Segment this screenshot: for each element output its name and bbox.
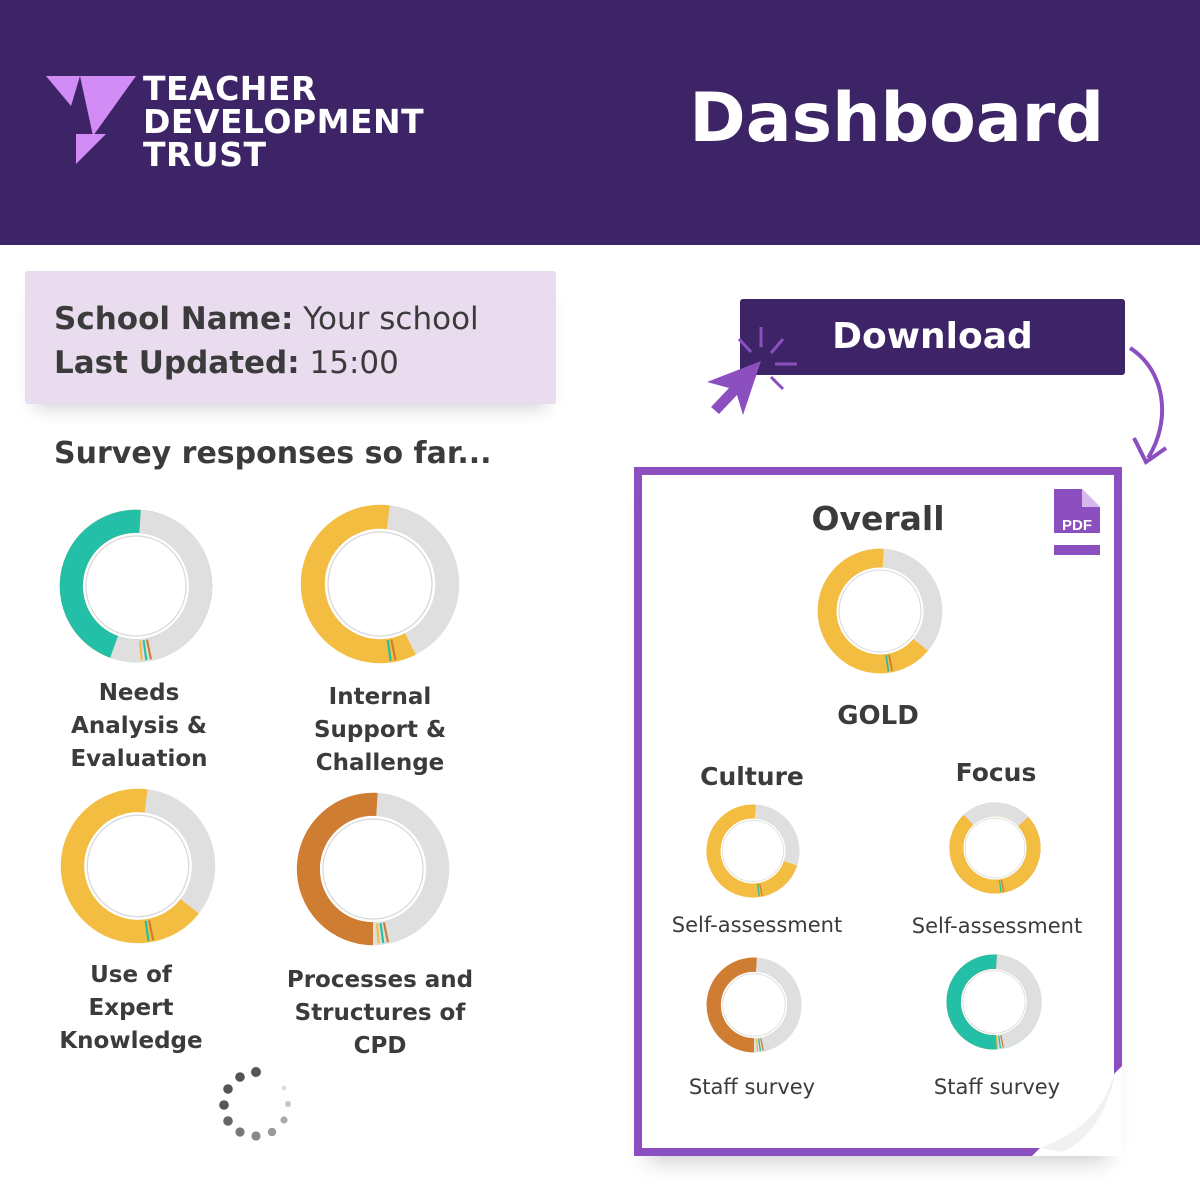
report-title: Overall: [811, 499, 945, 538]
caption-line: Support &: [313, 717, 447, 743]
pdf-icon: [1052, 489, 1102, 555]
focus-title: Focus: [955, 758, 1037, 787]
expert-tick: [142, 921, 144, 941]
expert-knowledge-donut: [60, 788, 216, 944]
culture-title: Culture: [700, 762, 804, 791]
expert-ring: [60, 788, 216, 944]
focus-self-ring: [949, 802, 1041, 894]
survey-heading: Survey responses so far...: [54, 436, 492, 471]
needs-analysis-caption: [39, 677, 239, 776]
logo-wordmark: [143, 69, 425, 174]
needs-ring: [59, 509, 213, 663]
culture-staff-segment-grey: [754, 965, 794, 1046]
caption-line: Challenge: [315, 750, 445, 776]
internal-segment-grey: [388, 517, 447, 644]
download-button-label: Download: [832, 316, 1033, 357]
focus-staff-inner-ring: [963, 971, 1025, 1033]
expert-segment-grey: [146, 801, 203, 906]
overall-donut: [817, 548, 943, 674]
curved-arrow-icon: [1120, 340, 1180, 470]
page-title: Dashboard: [689, 79, 1104, 158]
school-name-value: Your school: [303, 301, 479, 337]
internal-support-donut: [300, 504, 460, 664]
focus-self-assessment-caption: Self-assessment: [911, 914, 1083, 938]
processes-structures-caption: [270, 964, 490, 1063]
caption-line: Structures of: [294, 1000, 466, 1026]
last-updated-value: 15:00: [309, 345, 399, 381]
pdf-label: PDF: [1062, 517, 1092, 534]
processes-segment-grey: [373, 804, 438, 933]
last-updated-label: Last Updated:: [54, 345, 300, 381]
report-preview: [634, 467, 1122, 1156]
focus-staff-segment-grey: [997, 962, 1035, 1042]
overall-rating: GOLD: [837, 701, 919, 731]
expert-inner-ring: [87, 815, 188, 916]
culture-staff-survey-donut: [706, 957, 802, 1053]
focus-staff-survey-caption: Staff survey: [933, 1075, 1061, 1099]
logo-line-2: DEVELOPMENT: [143, 102, 425, 141]
expert-knowledge-caption: [31, 959, 231, 1058]
overall-tick: [883, 656, 884, 672]
culture-staff-inner-ring: [723, 974, 785, 1036]
header-banner: [0, 0, 1200, 245]
focus-self-segment-grey: [969, 809, 1024, 821]
focus-staff-tick: [997, 1036, 998, 1048]
culture-staff-segment-orange: [714, 965, 757, 1046]
caption-line: Expert: [88, 995, 174, 1021]
caption-line: CPD: [353, 1033, 407, 1059]
last-updated-row: [54, 341, 556, 385]
page-curl-icon: [1032, 1066, 1122, 1156]
culture-staff-tick: [757, 1039, 758, 1051]
focus-self-assessment-donut: [949, 802, 1041, 894]
needs-inner-ring: [86, 536, 186, 636]
processes-inner-ring: [323, 819, 423, 919]
focus-staff-survey-donut: [946, 954, 1042, 1050]
internal-inner-ring: [328, 532, 432, 636]
focus-self-tick: [997, 881, 998, 893]
culture-staff-survey-caption: Staff survey: [688, 1075, 816, 1099]
overall-inner-ring: [839, 570, 921, 652]
caption-line: Internal: [328, 684, 432, 710]
school-info-card: [25, 271, 556, 404]
processes-segment-orange: [308, 804, 377, 933]
caption-line: Knowledge: [59, 1028, 203, 1054]
culture-staff-ring: [706, 957, 802, 1053]
culture-self-assessment-donut: [706, 804, 800, 898]
focus-self-inner-ring: [965, 818, 1025, 878]
tdt-logo-icon: [44, 72, 139, 167]
logo-line-1: TEACHER: [143, 69, 317, 108]
loading-spinner-icon: [218, 1066, 294, 1142]
culture-self-assessment-caption: Self-assessment: [671, 913, 843, 937]
cursor-click-icon: [703, 325, 803, 420]
caption-line: Analysis &: [71, 713, 207, 739]
caption-line: Evaluation: [70, 746, 208, 772]
caption-line: Needs: [98, 680, 180, 706]
caption-line: Processes and: [286, 967, 474, 993]
internal-support-caption: [280, 681, 480, 780]
school-name-row: [54, 297, 556, 341]
processes-ring: [296, 792, 450, 946]
processes-structures-donut: [296, 792, 450, 946]
culture-self-segment-grey: [755, 812, 792, 864]
culture-self-tick: [756, 884, 757, 896]
logo-line-3: TRUST: [143, 135, 267, 174]
culture-self-inner-ring: [722, 820, 783, 881]
internal-tick: [384, 641, 386, 662]
processes-tick: [377, 924, 379, 944]
culture-self-ring: [706, 804, 800, 898]
internal-ring: [300, 504, 460, 664]
needs-tick: [140, 641, 142, 661]
focus-staff-ring: [946, 954, 1042, 1050]
needs-analysis-donut: [59, 509, 213, 663]
caption-line: Use of: [90, 962, 172, 988]
school-name-label: School Name:: [54, 301, 294, 337]
overall-ring: [817, 548, 943, 674]
